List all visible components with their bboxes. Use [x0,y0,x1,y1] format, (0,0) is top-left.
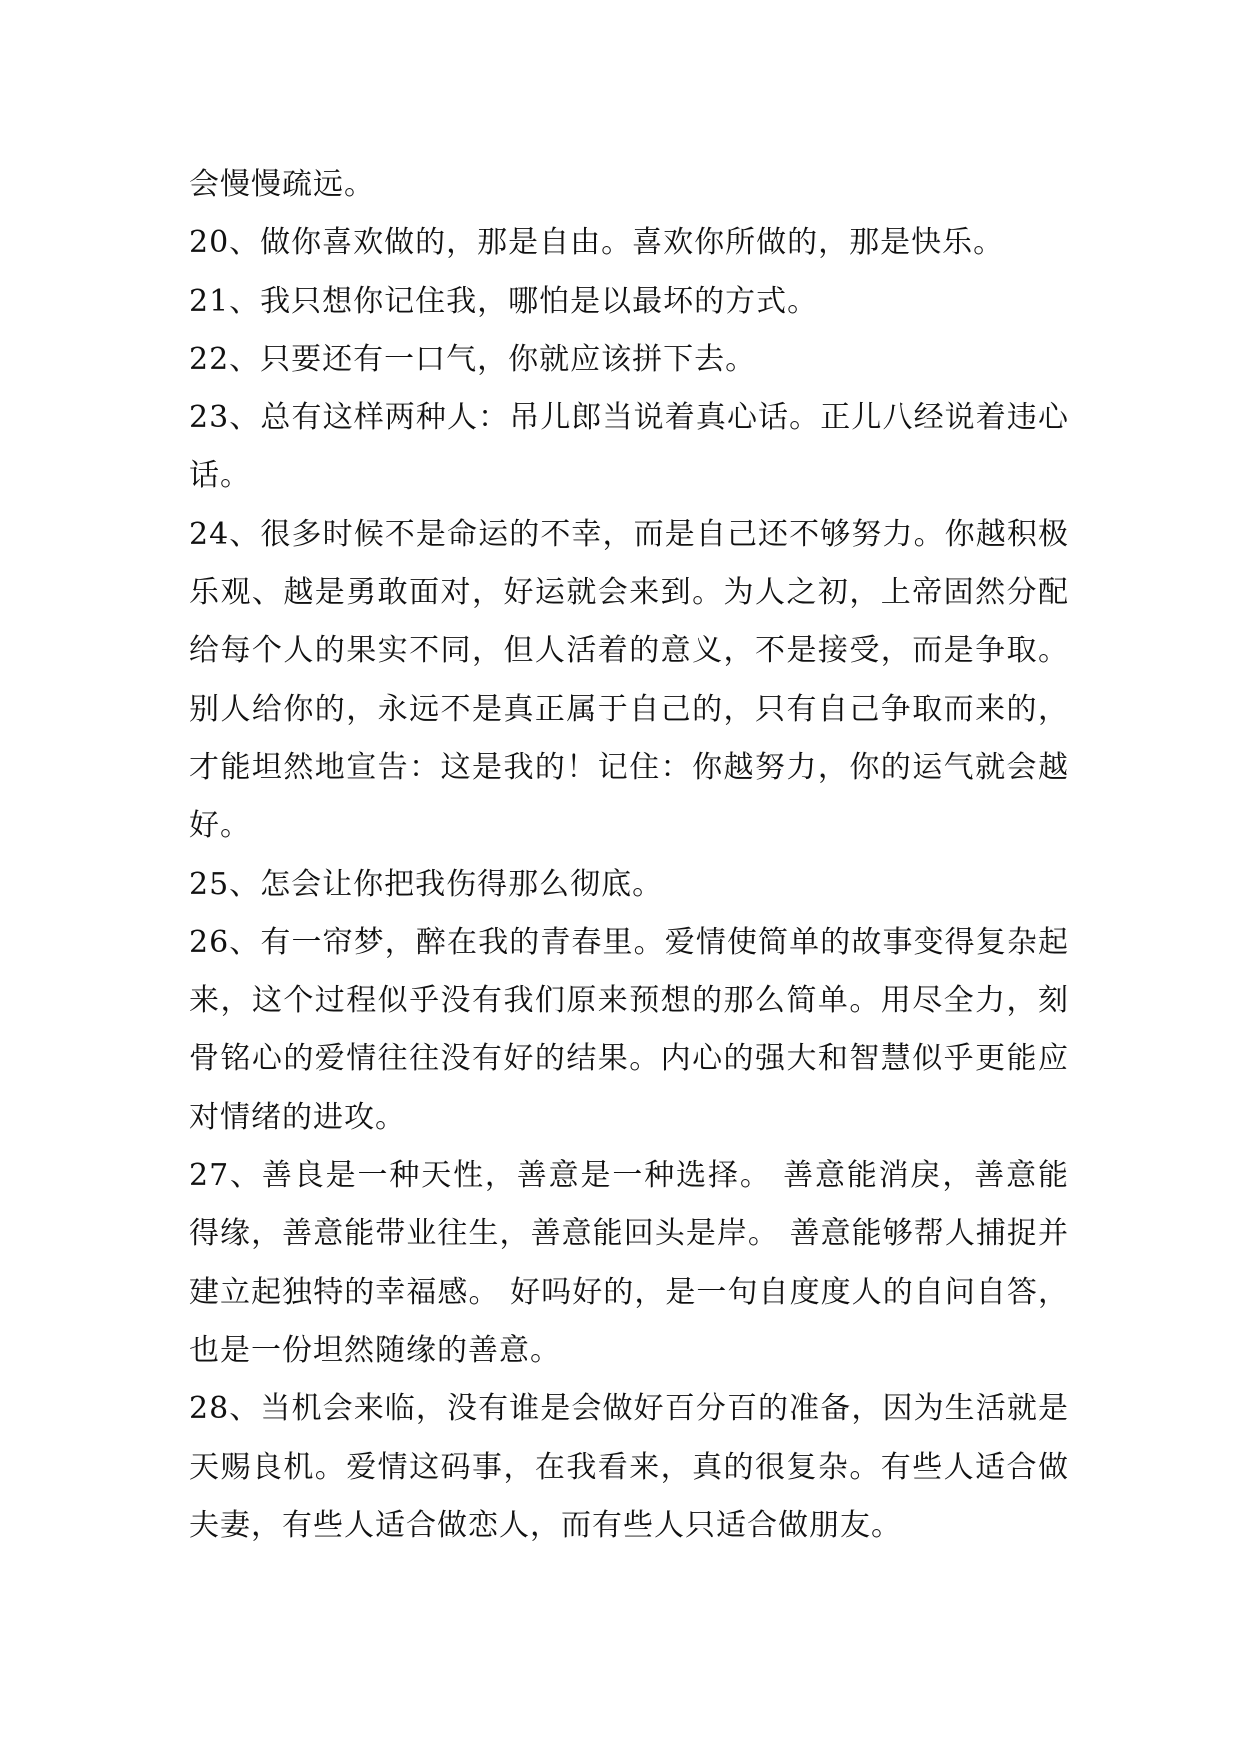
paragraph-20: 20、做你喜欢做的，那是自由。喜欢你所做的，那是快乐。 [189,225,1005,261]
paragraph-21: 21、我只想你记住我，哪怕是以最坏的方式。 [189,283,819,319]
paragraph-28: 28、当机会来临，没有谁是会做好百分百的准备，因为生活就是天赐良机。爱情这码事，在我看来，真的很复杂。有些人适合做夫妻，有些人适合做恋人，而有些人只适合做朋友。 [189,1391,1069,1543]
paragraph-22: 22、只要还有一口气，你就应该拼下去。 [189,341,757,377]
paragraph-27: 27、善良是一种天性，善意是一种选择。 善意能消戾，善意能得缘，善意能带业往生，善意能回头是岸。 善意能够帮人捕捉并建立起独特的幸福感。 好吗好的，是一句自度度人的自问自答，也是一份坦然随缘的善意。 [189,1158,1069,1368]
paragraph-24: 24、很多时候不是命运的不幸，而是自己还不够努力。你越积极乐观、越是勇敢面对，好运就会来到。为人之初，上帝固然分配给每个人的果实不同，但人活着的意义，不是接受，而是争取。别人给你的，永远不是真正属于自己的，只有自己争取而来的，才能坦然地宣告：这是我的！记住：你越努力，你的运气就会越好。 [189,516,1069,844]
paragraph-continuation: 会慢慢疏远。 [189,167,375,202]
paragraph-23: 23、总有这样两种人：吊儿郎当说着真心话。正儿八经说着违心话。 [189,400,1069,494]
document-body [189,156,1069,1555]
paragraph-26: 26、有一帘梦，醉在我的青春里。爱情使简单的故事变得复杂起来，这个过程似乎没有我们原来预想的那么简单。用尽全力，刻骨铭心的爱情往往没有好的结果。内心的强大和智慧似乎更能应对情绪的进攻。 [189,924,1069,1135]
paragraph-25: 25、怎会让你把我伤得那么彻底。 [189,866,664,902]
